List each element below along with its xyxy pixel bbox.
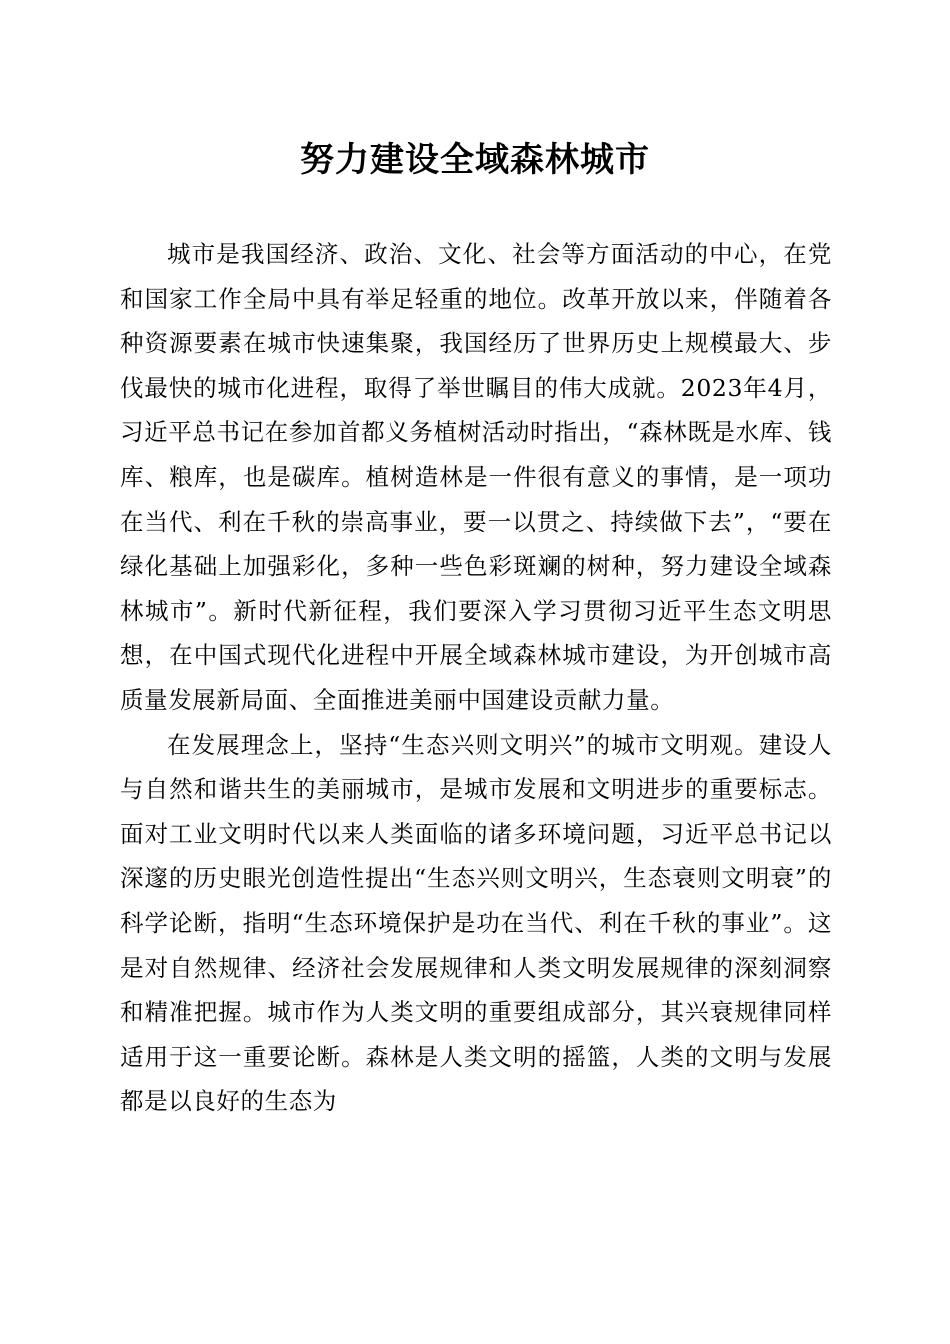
document-body — [120, 232, 832, 1124]
paragraph-1: 城市是我国经济、政治、文化、社会等方面活动的中心，在党和国家工作全局中具有举足轻重的地位。改革开放以来，伴随着各种资源要素在城市快速集聚，我国经历了世界历史上规模最大、步伐最快的城市化进程，取得了举世瞩目的伟大成就。2023年4月，习近平总书记在参加首都义务植树活动时指出，“森林既是水库、钱库、粮库，也是碳库。植树造林是一件很有意义的事情，是一项功在当代、利在千秋的崇高事业，要一以贯之、持续做下去”，“要在绿化基础上加强彩化，多种一些色彩斑斓的树种，努力建设全域森林城市”。新时代新征程，我们要深入学习贯彻习近平生态文明思想，在中国式现代化进程中开展全域森林城市建设，为开创城市高质量发展新局面、全面推进美丽中国建设贡献力量。 — [120, 240, 832, 714]
paragraph-2: 在发展理念上，坚持“生态兴则文明兴”的城市文明观。建设人与自然和谐共生的美丽城市，是城市发展和文明进步的重要标志。面对工业文明时代以来人类面临的诸多环境问题，习近平总书记以深邃的历史眼光创造性提出“生态兴则文明兴，生态衰则文明衰”的科学论断，指明“生态环境保护是功在当代、利在千秋的事业”。这是对自然规律、经济社会发展规律和人类文明发展规律的深刻洞察和精准把握。城市作为人类文明的重要组成部分，其兴衰规律同样适用于这一重要论断。森林是人类文明的摇篮，人类的文明与发展都是以良好的生态为 — [120, 730, 832, 1116]
document-title: 努力建设全域森林城市 — [300, 140, 650, 180]
